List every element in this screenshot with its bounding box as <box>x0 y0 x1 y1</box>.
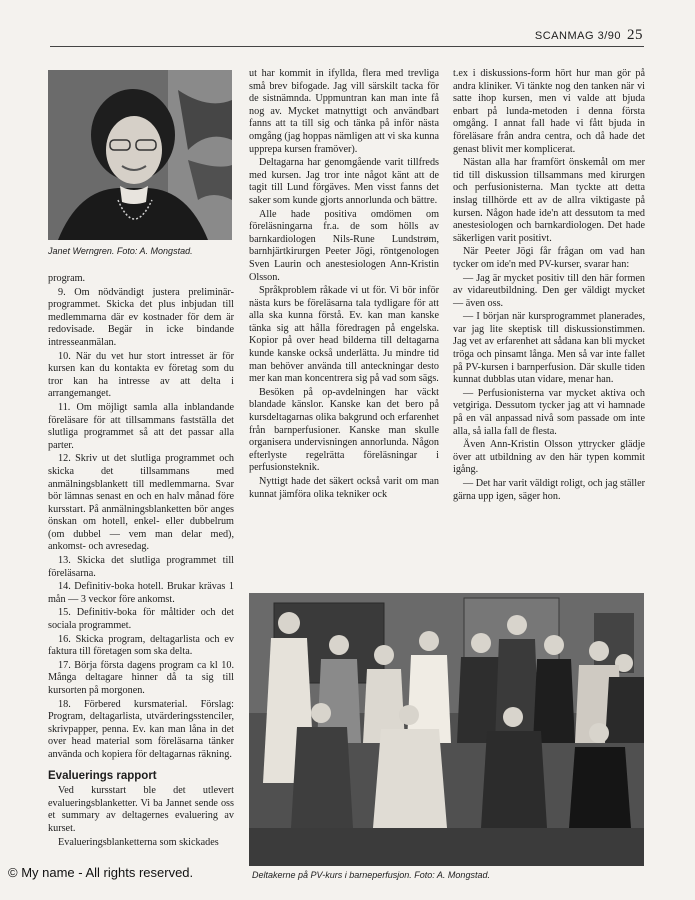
paragraph: t.ex i diskussions-form hört hur man gör på andra kliniker. Vi tänkte nog den tanken när vi satte ihop kursen, men vi valde att bjuda enbart på lunda-metoden i denna första omgång. I annat fall hade vi fått bjuda in föreläsare från andra centra, och då hade det genast blivit mer komplicerat. <box>453 68 645 155</box>
paragraph: 11. Om möjligt samla alla inblandande föreläsare för att tillsammans fastställa det slutliga programmet så att det passar alla parter. <box>48 401 234 451</box>
paragraph: 17. Börja första dagens program ca kl 10. Många deltagare hinner då ta sig till kursorten på morgonen. <box>48 659 234 696</box>
portrait-photo <box>48 70 232 240</box>
portrait-illustration <box>48 70 232 240</box>
paragraph: 18. Förbered kursmaterial. Förslag: Program, deltagarlista, utvärderingsstenciler, skrivpapper, penna. Ev. kan man låna in det over head material som föreläsarna tänker använda och kopiera för deltagarnas räkning. <box>48 698 234 760</box>
paragraph: 13. Skicka det slutliga programmet till föreläsarna. <box>48 555 234 579</box>
magazine-issue: SCANMAG 3/90 <box>534 30 621 42</box>
page-header <box>535 27 643 44</box>
group-photo-caption: Deltakerne på PV-kurs i barneperfusjon. Foto: A. Mongstad. <box>252 870 490 880</box>
paragraph: Även Ann-Kristin Olsson yttrycker glädje över att utbildning av den här typen kommit igång. <box>453 439 645 476</box>
header-rule <box>50 46 644 47</box>
paragraph: 16. Skicka program, deltagarlista och ev faktura till företagen som ska delta. <box>48 633 234 658</box>
paragraph: Nyttigt hade det säkert också varit om man kunnat jämföra olika tekniker ock <box>249 476 439 500</box>
paragraph: Alle hade positiva omdömen om föreläsningarna fr.a. de som hölls av barnkardiologen Nils-Rune Lundstrøm, barnhjärtkirurgen Peeter Jögi, röntgenologen Sven Laurin och anestesiologen Ann-Kristin Olsson. <box>249 208 439 283</box>
paragraph: Besöken på op-avdelningen har väckt blandade känslor. Kanske kan det bero på kursdeltagarnas olika bakgrund och erfarenhet från barnperfusioner. Kanske man skulle organisera undervisningen annorlunda. Någon efterlyste regelrätta föreläsningar i perfusionsteknik. <box>249 386 439 474</box>
paragraph: — Det har varit väldigt roligt, och jag ställer gärna upp igen, säger hon. <box>453 478 645 502</box>
paragraph: Ved kursstart ble det utlevert evalueringsblanketter. Vi ba Jannet sende oss et summary av deltagernes evaluering av kurset. <box>48 785 234 834</box>
group-photo <box>249 593 644 866</box>
section-heading: Evaluerings rapport <box>48 769 157 782</box>
paragraph: 9. Om nödvändigt justera preliminär-programmet. Skicka det plus inbjudan till medlemmarna där ev kostnader för dem är redovisade. Begär in icke bindande intresseanmälan. <box>48 286 234 348</box>
paragraph: ut har kommit in ifyllda, flera med trevliga små brev bifogade. Jag vill särskilt tacka för de sistnämnda. Uppmuntran kan man inte få nog av. Mycket matnyttigt och användbart fanns att ta till sig och tänka på inför nästa omgång (jag hoppas nämligen att vi ska kunna upprepa kursen framöver). <box>249 68 439 155</box>
page-number: 25 <box>627 27 643 43</box>
column-3 <box>453 68 645 504</box>
portrait-caption: Janet Werngren. Foto: A. Mongstad. <box>48 246 193 256</box>
paragraph: — Perfusionisterna var mycket aktiva och vetgiriga. Dessutom tycker jag att vi hamnade på en väl anpassad nivå som passade om inte alla, så ialla fall de flesta. <box>453 387 645 437</box>
paragraph: Deltagarna har genomgående varit tillfreds med kursen. Jag tror inte något känt att de tagit till Lund förgäves. Men visst fanns det saker som kunde gjorts annorlunda och bättre. <box>249 157 439 206</box>
paragraph: När Peeter Jögi får frågan om vad han tycker om ide'n med PV-kurser, svarar han: <box>453 246 645 270</box>
paragraph: — Jag är mycket positiv till den här formen av vidareutbildning. Den ger väldigt mycket — även oss. <box>453 272 645 309</box>
group-photo-illustration <box>249 593 644 866</box>
paragraph: Språkproblem råkade vi ut för. Vi bör inför nästa kurs be föreläsarna tala tydligare för att alla ska kunna förstå. Ev. kan man kanske tänka sig att hålla föredragen på engelska. Kopior på over head bilderna till deltagarna kunde kanske också underlätta. Ju mindre tid man behöver använda till anteckningar desto mer kan man koncentrera sig på vad som sägs. <box>249 285 439 385</box>
paragraph: 10. När du vet hur stort intresset är för kursen kan du kontakta ev företag som du tror kan ha intresse av att delta i arrangemanget. <box>48 350 234 400</box>
paragraph: Nästan alla har framfört önskemål om mer tid till diskussion tillsammans med kirurgen och perfusionisterna. Man tyckte att detta inslag tillhörde ett av de allra viktigaste på kursen. Någon hade ide'n att dessutom ta med anestesiologen och barnkardiologen. Det hade säkerligen varit positivt. <box>453 157 645 244</box>
paragraph: 12. Skriv ut det slutliga programmet och skicka det tillsammans med anmälningsblankett till medlemmarna. Svar bör lämnas senast en och en halv månad före kursstart. På anmälningsblanketten bör anges önskan om hotell, enkel- eller dubbelrum (om dubbel — vem man delar med), ankomst- och avresedag. <box>48 453 234 553</box>
paragraph: 14. Definitiv-boka hotell. Brukar krävas 1 mån — 3 veckor före ankomst. <box>48 581 234 605</box>
paragraph: 15. Definitiv-boka för måltider och det sociala programmet. <box>48 607 234 632</box>
column-2 <box>249 68 439 502</box>
paragraph: program. <box>48 273 86 284</box>
paragraph: — I början när kursprogrammet planerades, var jag lite skeptisk till diskussionstimmen. Jag vet av erfarenhet att sådana kan bli mycket tröga och pinsamt långa. Men så var inte fallet på PV-kursen i barnperfusion. Där skulle tiden kunnat dubblas utan vidare, menar han. <box>453 311 645 386</box>
paragraph: Evalueringsblanketterna som skickades <box>58 836 219 848</box>
copyright-notice: © My name - All rights reserved. <box>8 865 194 880</box>
column-1 <box>48 273 234 850</box>
